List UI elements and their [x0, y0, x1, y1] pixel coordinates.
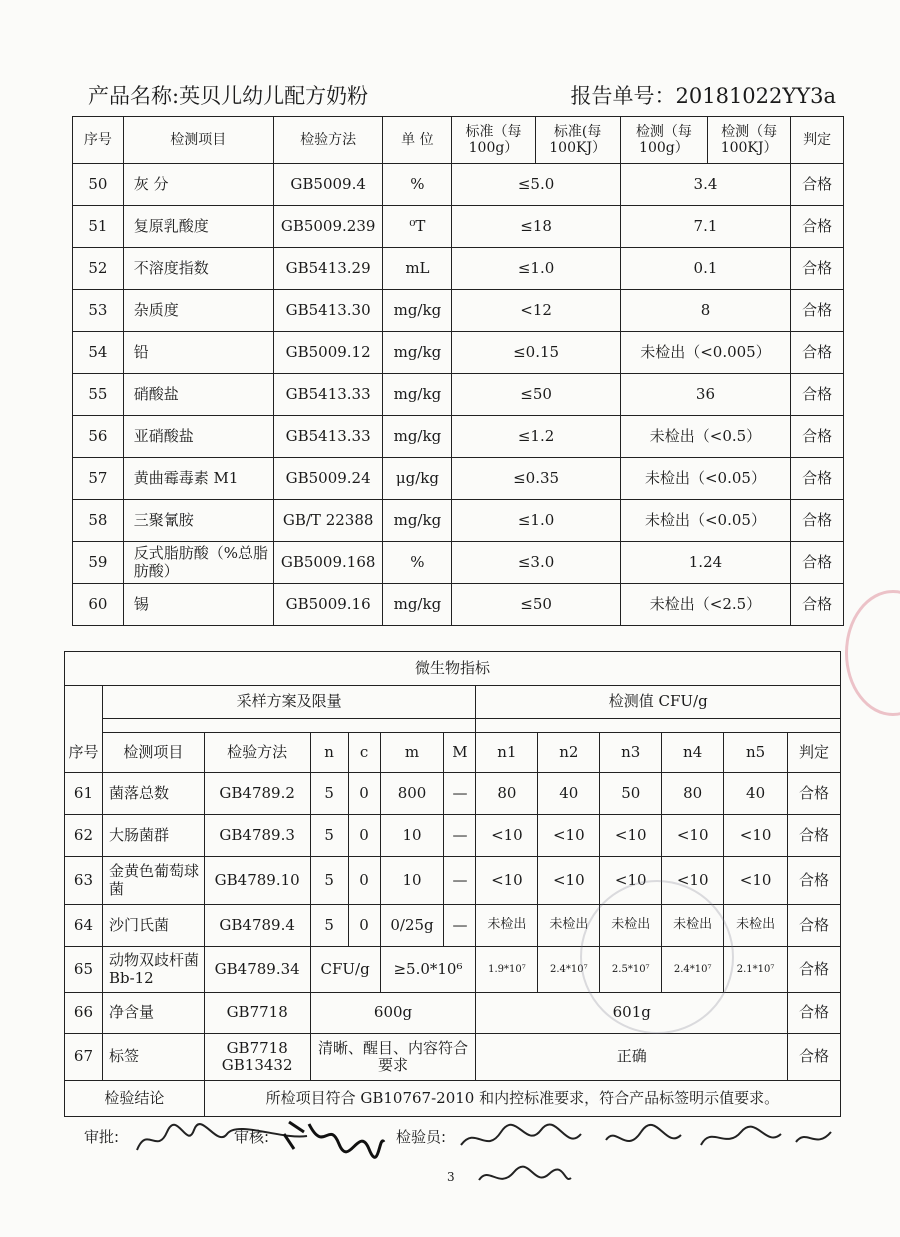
cell-method: GB5413.29 [273, 248, 383, 290]
cell-verdict: 合格 [791, 374, 844, 416]
report-number: 报告单号：20181022YY3a [570, 84, 836, 108]
cell-verdict: 合格 [791, 248, 844, 290]
col-no: 序号 [73, 117, 124, 164]
cell-item: 反式脂肪酸（%总脂肪酸） [123, 542, 273, 584]
cell: 40 [538, 773, 600, 815]
cell-item: 硝酸盐 [123, 374, 273, 416]
table-row [73, 248, 844, 290]
cell-verdict: 合格 [791, 500, 844, 542]
detect-header: 检测值 CFU/g [476, 686, 841, 719]
cell: <10 [476, 815, 538, 857]
microbe-title-row [65, 652, 841, 686]
cell-no: 54 [73, 332, 124, 374]
cell-method: GB5413.30 [273, 290, 383, 332]
col-verdict: 判定 [791, 117, 844, 164]
cell: — [444, 857, 476, 905]
cell: <10 [662, 857, 724, 905]
cell: <10 [724, 857, 788, 905]
cell: 50 [600, 773, 662, 815]
table-row [73, 500, 844, 542]
cell-unit: mg/kg [383, 584, 452, 626]
cell-result: 1.24 [620, 542, 790, 584]
red-stamp [845, 590, 900, 716]
col-header: c [348, 733, 380, 773]
conclusion-row [65, 1081, 841, 1117]
table-row [73, 164, 844, 206]
cell-no: 52 [73, 248, 124, 290]
cell: 菌落总数 [102, 773, 204, 815]
cell: 未检出 [476, 905, 538, 947]
cell-result: 3.4 [620, 164, 790, 206]
cell: 沙门氏菌 [102, 905, 204, 947]
cell-std: ≤1.0 [452, 500, 620, 542]
cell-method: GB5009.239 [273, 206, 383, 248]
cell-unit: mg/kg [383, 416, 452, 458]
cell-no: 55 [73, 374, 124, 416]
cell: — [444, 773, 476, 815]
table-row [73, 542, 844, 584]
table-row: 66 净含量 GB7718 600g 601g 合格 [65, 993, 841, 1034]
group-header-row [65, 686, 841, 719]
review-label: 审核: [234, 1128, 270, 1146]
cell: 金黄色葡萄球菌 [102, 857, 204, 905]
spacer-row [65, 719, 841, 733]
cell-method: GB5009.168 [273, 542, 383, 584]
cell: 0/25g [380, 905, 444, 947]
cell: 5 [310, 773, 348, 815]
cell-method: GB5009.16 [273, 584, 383, 626]
cell-verdict: 合格 [791, 458, 844, 500]
cell: <10 [476, 857, 538, 905]
cell-std: ≤0.35 [452, 458, 620, 500]
col-unit: 单 位 [383, 117, 452, 164]
cell: 10 [380, 815, 444, 857]
table-row [65, 857, 841, 905]
table-row [65, 773, 841, 815]
cell-verdict: 合格 [791, 206, 844, 248]
cell-method: GB/T 22388 [273, 500, 383, 542]
cell-result: 36 [620, 374, 790, 416]
cell-no: 53 [73, 290, 124, 332]
cell-item: 铅 [123, 332, 273, 374]
cell-unit: ⁰T [383, 206, 452, 248]
cell-std: ≤50 [452, 584, 620, 626]
cell: 0 [348, 905, 380, 947]
cell-std: ≤5.0 [452, 164, 620, 206]
col-item: 检测项目 [123, 117, 273, 164]
cell: <10 [600, 815, 662, 857]
cell-unit: mg/kg [383, 332, 452, 374]
cell-item: 灰 分 [123, 164, 273, 206]
cell: <10 [538, 857, 600, 905]
cell: <10 [600, 857, 662, 905]
cell-no: 57 [73, 458, 124, 500]
table-row: 67 标签 GB7718 GB13432 清晰、醒目、内容符合要求 正确 合格 [65, 1034, 841, 1081]
col-header: 序号 [65, 733, 103, 773]
cell: 64 [65, 905, 103, 947]
cell-item: 三聚氰胺 [123, 500, 273, 542]
cell: 63 [65, 857, 103, 905]
col-header: n2 [538, 733, 600, 773]
cell: 大肠菌群 [102, 815, 204, 857]
report-header [88, 80, 836, 112]
cell: <10 [724, 815, 788, 857]
cell-unit: mg/kg [383, 374, 452, 416]
cell-method: GB5413.33 [273, 416, 383, 458]
cell: 80 [662, 773, 724, 815]
gray-stamp [580, 880, 734, 1034]
cell-verdict: 合格 [791, 332, 844, 374]
page-number: 3 [447, 1170, 455, 1184]
cell: 5 [310, 905, 348, 947]
cell-method: GB5009.4 [273, 164, 383, 206]
cell: 合格 [788, 773, 841, 815]
cell: 10 [380, 857, 444, 905]
col-header: n3 [600, 733, 662, 773]
cell-result: 7.1 [620, 206, 790, 248]
cell: 合格 [788, 905, 841, 947]
cell-unit: mg/kg [383, 500, 452, 542]
table-row: 65 动物双歧杆菌 Bb-12 GB4789.34 CFU/g ≥5.0*10⁶ 1.9*10⁷ 2.4*10⁷ 2.5*10⁷ 2.4*10⁷ 2.1*10⁷ 合格 [65, 947, 841, 993]
cell-item: 黄曲霉毒素 M1 [123, 458, 273, 500]
cell-unit: μg/kg [383, 458, 452, 500]
cell-item: 锡 [123, 584, 273, 626]
microbe-title: 微生物指标 [65, 652, 841, 686]
cell: GB4789.2 [204, 773, 310, 815]
col-header: n [310, 733, 348, 773]
cell: 未检出 [600, 905, 662, 947]
product-name: 产品名称:英贝儿幼儿配方奶粉 [88, 84, 369, 108]
signature-block [84, 1120, 844, 1200]
cell-result: 未检出（<0.05） [620, 500, 790, 542]
cell-result: 0.1 [620, 248, 790, 290]
cell-no: 60 [73, 584, 124, 626]
table-row [73, 206, 844, 248]
cell: 0 [348, 857, 380, 905]
col-header: 检测项目 [102, 733, 204, 773]
cell-std: ≤50 [452, 374, 620, 416]
cell-item: 复原乳酸度 [123, 206, 273, 248]
cell-item: 亚硝酸盐 [123, 416, 273, 458]
inspector-label: 检验员: [396, 1128, 447, 1146]
cell-result: 未检出（<0.005） [620, 332, 790, 374]
col-header: m [380, 733, 444, 773]
cell: 62 [65, 815, 103, 857]
inspector-signature-2 [474, 1160, 574, 1196]
cell-verdict: 合格 [791, 416, 844, 458]
col-result-100kj: 检测（每100KJ） [708, 117, 791, 164]
col-header: n5 [724, 733, 788, 773]
col-header: n1 [476, 733, 538, 773]
table1-header [73, 117, 844, 164]
blank-cell [65, 686, 103, 733]
inspectors-signature [456, 1120, 836, 1164]
cell-std: ≤1.2 [452, 416, 620, 458]
cell-verdict: 合格 [791, 290, 844, 332]
cell-unit: % [383, 164, 452, 206]
cell-verdict: 合格 [791, 164, 844, 206]
cell-verdict: 合格 [791, 542, 844, 584]
cell-item: 杂质度 [123, 290, 273, 332]
cell-result: 未检出（<2.5） [620, 584, 790, 626]
cell-no: 51 [73, 206, 124, 248]
cell-no: 59 [73, 542, 124, 584]
col-method: 检验方法 [273, 117, 383, 164]
cell-no: 58 [73, 500, 124, 542]
cell-method: GB5009.24 [273, 458, 383, 500]
cell-unit: % [383, 542, 452, 584]
conclusion-label: 检验结论 [65, 1081, 205, 1117]
sampling-header: 采样方案及限量 [102, 686, 476, 719]
col-std-100kj: 标准(每100KJ） [535, 117, 620, 164]
approve-label: 审批: [84, 1128, 120, 1146]
cell-no: 56 [73, 416, 124, 458]
cell-item: 不溶度指数 [123, 248, 273, 290]
cell: GB4789.10 [204, 857, 310, 905]
conclusion-text: 所检项目符合 GB10767-2010 和内控标准要求，符合产品标签明示值要求。 [204, 1081, 840, 1117]
cell-std: ≤18 [452, 206, 620, 248]
table-row [65, 815, 841, 857]
cell-method: GB5413.33 [273, 374, 383, 416]
cell-unit: mL [383, 248, 452, 290]
col-header: 检验方法 [204, 733, 310, 773]
cell: 80 [476, 773, 538, 815]
col-result-100g: 检测（每100g） [620, 117, 707, 164]
cell-unit: mg/kg [383, 290, 452, 332]
table-row [73, 374, 844, 416]
cell-std: <12 [452, 290, 620, 332]
cell: 5 [310, 857, 348, 905]
cell: 40 [724, 773, 788, 815]
table-row [73, 584, 844, 626]
cell: 0 [348, 815, 380, 857]
cell: 0 [348, 773, 380, 815]
col-std-100g: 标准（每100g） [452, 117, 535, 164]
col-header: n4 [662, 733, 724, 773]
cell: 未检出 [538, 905, 600, 947]
cell: GB4789.3 [204, 815, 310, 857]
table-row [73, 332, 844, 374]
cell: <10 [538, 815, 600, 857]
cell-std: ≤3.0 [452, 542, 620, 584]
cell: 800 [380, 773, 444, 815]
cell: 未检出 [724, 905, 788, 947]
table-row [73, 416, 844, 458]
microbe-table [64, 651, 841, 1117]
cell-std: ≤1.0 [452, 248, 620, 290]
cell-no: 50 [73, 164, 124, 206]
table2-header [65, 733, 841, 773]
cell-verdict: 合格 [791, 584, 844, 626]
chemical-test-table [72, 116, 844, 626]
table-row [73, 458, 844, 500]
cell-result: 未检出（<0.5） [620, 416, 790, 458]
table-row [73, 290, 844, 332]
cell: — [444, 905, 476, 947]
cell: 61 [65, 773, 103, 815]
cell: 合格 [788, 857, 841, 905]
cell-result: 未检出（<0.05） [620, 458, 790, 500]
cell: <10 [662, 815, 724, 857]
cell: GB4789.4 [204, 905, 310, 947]
cell-method: GB5009.12 [273, 332, 383, 374]
cell: — [444, 815, 476, 857]
cell: 合格 [788, 815, 841, 857]
cell: 5 [310, 815, 348, 857]
reviewer-signature [279, 1114, 389, 1164]
cell: 未检出 [662, 905, 724, 947]
cell-std: ≤0.15 [452, 332, 620, 374]
cell-result: 8 [620, 290, 790, 332]
col-header: 判定 [788, 733, 841, 773]
col-header: M [444, 733, 476, 773]
